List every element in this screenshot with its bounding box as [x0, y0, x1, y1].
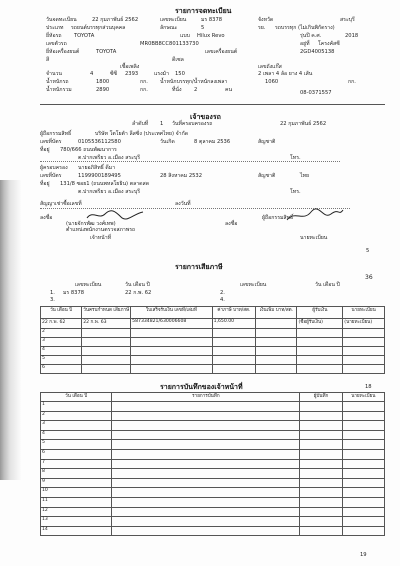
notes-cell [300, 526, 342, 536]
tax-cell: 22 ก.พ. 63 [82, 319, 131, 329]
hp-value: 150 [175, 71, 185, 77]
reg-date-value: 22 กุมภาพันธ์ 2562 [92, 17, 139, 23]
notes-col-entry: รายการบันทึก [112, 393, 300, 402]
row-number: 10 [42, 488, 48, 494]
row-number: 3 [42, 421, 45, 427]
tax-cell [256, 347, 297, 356]
rs-value: รถบรรทุก (ไม่เกินพิกัดราง) [275, 25, 335, 31]
row-number: 2 [42, 329, 45, 334]
table-row [41, 365, 385, 374]
table-row [41, 449, 385, 459]
holder-birth-value: 28 สิงหาคม 2532 [160, 173, 203, 179]
tax-cell [212, 329, 256, 338]
holder-addr2-value: ต.ปากเพรียว อ.เมือง สระบุรี [78, 189, 141, 195]
notes-cell [342, 497, 384, 507]
officer-sub: ตำแหน่งพนักงานตรวจสภาพรถ [66, 227, 136, 233]
holder-id-label: เลขที่บัตร [40, 173, 62, 179]
color-value: ดีเซล [172, 57, 184, 63]
notes-cell [41, 402, 112, 412]
total-value: 2890 [96, 87, 110, 93]
owner-name-label: ผู้ถือกรรมสิทธิ์ [40, 131, 72, 137]
notes-cell [300, 497, 342, 507]
notes-cell [342, 421, 384, 431]
row-number: 5 [42, 356, 45, 361]
footer-no: 19 [360, 552, 367, 558]
tax-cell [343, 329, 385, 338]
tax-cell [41, 356, 82, 365]
notes-cell [112, 430, 300, 440]
tax-cell [256, 319, 297, 329]
row-number: 11 [42, 497, 48, 503]
model-year-value: 2018 [345, 33, 359, 39]
notes-cell [41, 411, 112, 421]
tax-cell [82, 347, 131, 356]
tax-cell [82, 356, 131, 365]
tax-row1-reg: มร 8378 [63, 290, 85, 296]
table-row [41, 347, 385, 356]
owner-birth-value: 8 ตุลาคม 2536 [194, 139, 231, 145]
scan-edge-shadow [0, 180, 22, 480]
tax-row1-no: 1. [50, 290, 55, 296]
row-number: 7 [42, 459, 45, 465]
owner-date-value: 22 กุมภาพันธ์ 2562 [280, 121, 327, 127]
notes-cell [41, 459, 112, 469]
notes-cell [342, 469, 384, 479]
engine-brand-value: TOYOTA [96, 49, 117, 55]
row-number: 4 [42, 430, 45, 436]
table-row [41, 517, 385, 527]
notes-cell [112, 478, 300, 488]
notes-cell [41, 526, 112, 536]
notes-cell [41, 440, 112, 450]
row-number: 14 [42, 526, 48, 532]
table-row [41, 356, 385, 365]
row-number: 5 [42, 440, 45, 446]
cc-label: ซีซี [110, 71, 118, 77]
notes-table [40, 392, 385, 536]
tax-row1-right-no: 2. [220, 290, 225, 296]
tax-col-extra: เงินเพิ่ม บาท/สต. [256, 307, 297, 319]
tax-cell [297, 356, 343, 365]
holder-addr-label: ที่อยู่ [40, 181, 50, 187]
table-row [41, 488, 385, 498]
table-row [41, 478, 385, 488]
notes-cell [112, 440, 300, 450]
tax-cell [41, 329, 82, 338]
notes-title: รายการบันทึกของเจ้าหน้าที่ [160, 383, 243, 391]
holder-nation-label: สัญชาติ [258, 173, 276, 179]
notes-cell [342, 430, 384, 440]
dotted-rule [40, 161, 340, 162]
notes-col-date: วัน เดือน ปี [41, 393, 112, 402]
notes-cell [300, 402, 342, 412]
tax-left-head-reg: เลขทะเบียน [75, 282, 102, 288]
tax-cell: 1,650.00 [212, 319, 256, 329]
officer-role: เจ้าหน้าที่ [90, 235, 112, 241]
notes-cell [342, 517, 384, 527]
officer-sign-label: ลงชื่อ [40, 215, 53, 221]
notes-cell [41, 421, 112, 431]
tax-left-head-date: วัน เดือน ปี [125, 282, 150, 288]
notes-cell [342, 440, 384, 450]
notes-cell [112, 517, 300, 527]
tax-cell [212, 338, 256, 347]
tax-cell [131, 338, 212, 347]
tax-cell [343, 347, 385, 356]
tax-right-head-reg: เลขทะเบียน [240, 282, 267, 288]
notes-cell [342, 402, 384, 412]
holder-label: ผู้ครอบครอง [40, 165, 68, 171]
tax-cell [131, 356, 212, 365]
seat-value: 2 [194, 87, 198, 93]
tax-cell [41, 365, 82, 374]
notes-cell [300, 411, 342, 421]
vin-at-label: อยู่ที่ [300, 41, 310, 47]
notes-cell [300, 449, 342, 459]
tax-col-registrar: นายทะเบียน [343, 307, 385, 319]
owner-addr-value: 780/666 ถนนพัฒนาการ [60, 147, 117, 153]
holder-id-value: 1199900189495 [78, 173, 121, 179]
tax-row1-date: 22 ก.พ. 62 [125, 290, 152, 296]
reg-province-label: จังหวัด [258, 17, 274, 23]
officer-name: (นายจักรพัฒ วงศ์เทพ) [66, 221, 116, 227]
axle-value: 2 เพลา 4 ล้อ ยาง 4 เส้น [258, 71, 313, 77]
weight-unit: กก. [140, 79, 148, 85]
owner-seq-label: ลำดับที่ [132, 121, 149, 127]
notes-cell [112, 449, 300, 459]
tax-cell [256, 329, 297, 338]
row-number: 3 [42, 338, 45, 343]
model-value: Hilux Revo [197, 33, 225, 39]
contract-label: สัญญาเช่าซื้อเลขที่ [40, 201, 82, 207]
notes-cell [41, 430, 112, 440]
owner-addr-label: ที่อยู่ [40, 147, 50, 153]
owner-seq-value: 1 [160, 121, 164, 127]
load-value: 1060 [265, 79, 279, 85]
registrar-label: ผู้ถือกรรมสิทธิ์ [262, 215, 294, 221]
reg-province-value: สระบุรี [340, 17, 355, 23]
engine-brand-label: ยี่ห้อเครื่องยนต์ [46, 49, 80, 55]
load-unit: กก. [348, 79, 356, 85]
notes-cell [300, 488, 342, 498]
brand-value: TOYOTA [74, 33, 95, 39]
notes-page-no: 18 [365, 384, 372, 390]
tax-col-receipt: ใบเสร็จรับเงิน เลขที่/เล่มที่ [131, 307, 212, 319]
notes-cell [300, 459, 342, 469]
notes-cell [300, 469, 342, 479]
tax-cell: 22 ก.พ. 62 [41, 319, 82, 329]
tax-cell [256, 365, 297, 374]
tax-cell: (ชื่อผู้รับเงิน) [297, 319, 343, 329]
notes-cell [112, 459, 300, 469]
notes-cell [342, 526, 384, 536]
notes-cell [300, 430, 342, 440]
table-row [41, 329, 385, 338]
type-label: ประเภท [46, 25, 64, 31]
notes-cell [300, 507, 342, 517]
tax-right-head-date: วัน เดือน ปี [315, 282, 340, 288]
notes-cell [41, 497, 112, 507]
tax-cell: 587334821/630006608 [131, 319, 212, 329]
notes-cell [112, 497, 300, 507]
notes-cell [112, 488, 300, 498]
tax-cell [131, 347, 212, 356]
vin-value: MR0BB8CC801133730 [140, 41, 199, 47]
owner-name-value: บริษัท โตโยต้า ลีสซิ่ง (ประเทศไทย) จำกัด [95, 131, 189, 137]
notes-cell [300, 440, 342, 450]
table-row [41, 497, 385, 507]
holder-addr-value: 131/8 ซอย1 (ถนนพหลโยธิน) ตลาดสด [60, 181, 150, 187]
tank-label: เลขถังแก๊ส [258, 64, 282, 70]
style-label: ลักษณะ [160, 25, 178, 31]
registrar-signature-icon [285, 208, 345, 224]
notes-cell [300, 517, 342, 527]
row-number: 4 [42, 347, 45, 352]
notes-cell [112, 421, 300, 431]
row-number: 12 [42, 507, 48, 513]
registrar-sign-label: ลงชื่อ [225, 221, 238, 227]
tax-row2-right-no: 4. [220, 297, 225, 303]
row-number: 8 [42, 469, 45, 475]
tax-stamp: 36 [365, 274, 373, 281]
tax-cell [343, 356, 385, 365]
notes-cell [342, 459, 384, 469]
row-number: 6 [42, 449, 45, 455]
hp-label: แรงม้า [154, 71, 169, 77]
notes-cell [342, 478, 384, 488]
weight-value: 1800 [96, 79, 110, 85]
model-label: แบบ [180, 33, 190, 39]
owner-date-label: วันที่ครอบครองรถ [172, 121, 213, 127]
holder-tel-label: โทร. [290, 189, 301, 195]
notes-cell [112, 469, 300, 479]
tax-cell: (นายทะเบียน) [343, 319, 385, 329]
notes-cell [112, 507, 300, 517]
notes-cell [342, 488, 384, 498]
tax-col-due: วันครบกำหนด เสียภาษี [82, 307, 131, 319]
row-number: 13 [42, 517, 48, 523]
type-value: รถยนต์บรรทุกส่วนบุคคล [71, 25, 126, 31]
table-row [41, 402, 385, 412]
row-number: 9 [42, 478, 45, 484]
owner-tel-label: โทร. [290, 155, 301, 161]
notes-col-recorder: ผู้บันทึก [300, 393, 342, 402]
tax-table [40, 306, 385, 374]
notes-cell [342, 449, 384, 459]
tax-cell [82, 338, 131, 347]
vin-at-value: โครงคัสซี [318, 41, 340, 47]
owner-addr2-value: ต.ปากเพรียว อ.เมือง สระบุรี [78, 155, 141, 161]
total-unit: กก. [140, 87, 148, 93]
phone-value: 08-0371557 [300, 90, 332, 96]
table-row [41, 440, 385, 450]
seat-unit: คน [225, 87, 233, 93]
notes-cell [300, 478, 342, 488]
notes-cell [112, 402, 300, 412]
notes-cell [41, 469, 112, 479]
reg-no-value: มร 8378 [201, 17, 223, 23]
tax-cell [297, 329, 343, 338]
notes-cell [41, 449, 112, 459]
holder-nation-value: ไทย [300, 173, 310, 179]
notes-cell [41, 517, 112, 527]
tax-title: รายการเสียภาษี [175, 263, 223, 271]
total-label: น้ำหนักรวม [46, 87, 72, 93]
table-row [41, 469, 385, 479]
tax-table-header [41, 307, 385, 319]
table-row [41, 421, 385, 431]
table-row [41, 459, 385, 469]
tax-cell [41, 338, 82, 347]
table-row [41, 411, 385, 421]
reg-no-label: เลขทะเบียน [160, 17, 187, 23]
vin-label: เลขตัวรถ [46, 41, 67, 47]
tax-row2-no: 3. [50, 297, 55, 303]
tax-cell [256, 356, 297, 365]
registrar-role: นายทะเบียน [300, 235, 328, 241]
tax-cell [82, 329, 131, 338]
tax-cell [212, 365, 256, 374]
officer-signature-icon [85, 208, 145, 222]
row-number: 6 [42, 365, 45, 370]
table-row [41, 507, 385, 517]
owner-birth-label: วันเกิด [160, 139, 175, 145]
tax-col-tax: ค่าภาษี บาท/สต. [212, 307, 256, 319]
page-mark: 5 [366, 248, 370, 254]
contract-date-label: ลงวันที่ [175, 201, 191, 207]
tax-cell [212, 356, 256, 365]
reg-date-label: วันจดทะเบียน [46, 17, 77, 23]
notes-table-header [41, 393, 385, 402]
registration-title: รายการจดทะเบียน [175, 7, 232, 15]
engine-no-value: 2GD4005138 [300, 49, 335, 55]
engine-no-label: เลขเครื่องยนต์ [205, 49, 238, 55]
load-label: น้ำหนักบรรทุก/น้ำหนักลงเพลา [160, 79, 228, 85]
tax-cell [212, 347, 256, 356]
holder-value: นายอภิสิทธิ์ ดีมา [78, 165, 116, 171]
owner-id-value: 0105536112580 [78, 139, 121, 145]
tax-col-date: วัน เดือน ปี [41, 307, 82, 319]
rs-label: รย. [258, 25, 266, 31]
notes-cell [41, 507, 112, 517]
table-row [41, 319, 385, 329]
tax-cell [343, 338, 385, 347]
cyl-value: 4 [90, 71, 94, 77]
style-value: 5 [201, 25, 205, 31]
fuel-label: เชื้อเพลิง [120, 64, 140, 70]
row-number: 1 [42, 402, 45, 407]
owner-id-label: เลขที่บัตร [40, 139, 62, 145]
brand-label: ยี่ห้อรถ [46, 33, 62, 39]
notes-cell [112, 526, 300, 536]
notes-cell [112, 411, 300, 421]
table-row [41, 338, 385, 347]
tax-cell [82, 365, 131, 374]
cc-value: 2393 [125, 71, 139, 77]
owner-nation-label: สัญชาติ [258, 139, 276, 145]
table-row [41, 526, 385, 536]
tax-cell [256, 338, 297, 347]
weight-label: น้ำหนักรถ [46, 79, 69, 85]
cyl-label: จำนวน [46, 71, 62, 77]
notes-cell [342, 411, 384, 421]
tax-cell [297, 365, 343, 374]
color-label: สี [46, 57, 50, 63]
model-year-label: รุ่นปี ค.ศ. [300, 33, 322, 39]
tax-cell [297, 347, 343, 356]
tax-cell [343, 365, 385, 374]
owner-title: เจ้าของรถ [190, 113, 221, 121]
tax-cell [41, 347, 82, 356]
section-divider [40, 104, 385, 105]
row-number: 2 [42, 411, 45, 417]
tax-col-receiver: ผู้รับเงิน [297, 307, 343, 319]
table-row [41, 430, 385, 440]
tax-cell [297, 338, 343, 347]
tax-cell [131, 365, 212, 374]
notes-cell [41, 478, 112, 488]
notes-cell [342, 507, 384, 517]
notes-cell [300, 421, 342, 431]
notes-cell [41, 488, 112, 498]
tax-cell [131, 329, 212, 338]
notes-col-registrar: นายทะเบียน [342, 393, 384, 402]
seat-label: ที่นั่ง [172, 87, 182, 93]
